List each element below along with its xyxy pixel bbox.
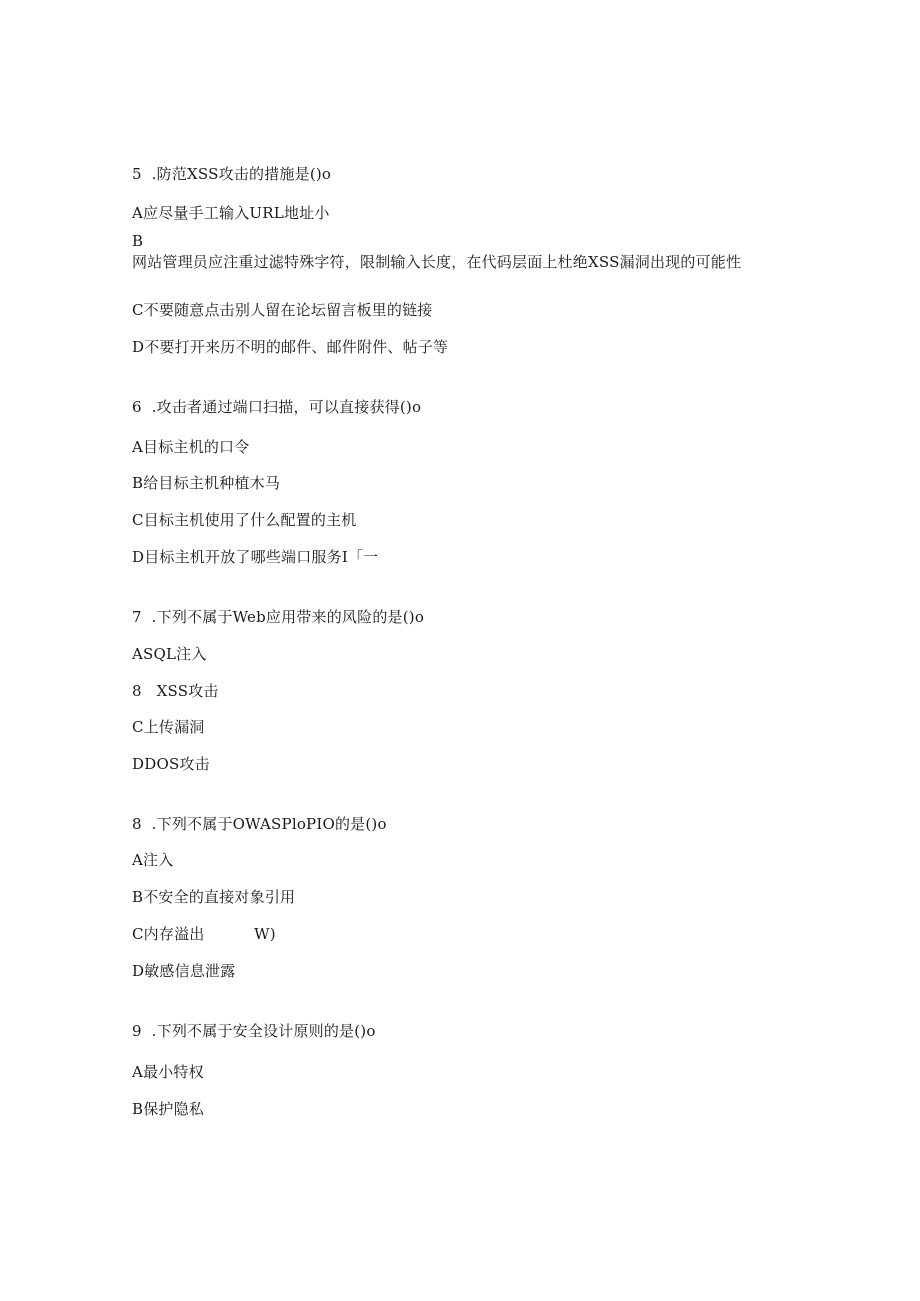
question-6-option-b: B给目标主机种植木马: [132, 474, 281, 492]
question-6-option-c: C目标主机使用了什么配置的主机: [132, 511, 357, 529]
question-6-option-d: D目标主机开放了哪些端口服务I「一: [132, 548, 379, 566]
question-5-option-a: A应尽量手工输入URL地址小: [132, 204, 330, 222]
question-8-option-a: A注入: [132, 851, 174, 869]
question-5-option-c: C不要随意点击别人留在论坛留言板里的链接: [132, 301, 433, 319]
question-9-option-a: A最小特权: [132, 1063, 204, 1081]
question-7-stem: 7 .下列不属于Web应用带来的风险的是()o: [132, 608, 425, 626]
question-5-stem: 5 .防范XSS攻击的措施是()o: [132, 165, 332, 183]
question-8-option-b: B不安全的直接对象引用: [132, 888, 296, 906]
question-6-stem: 6 .攻击者通过端口扫描，可以直接获得()o: [132, 398, 422, 416]
question-7-option-b: 8 XSS攻击: [132, 682, 219, 700]
question-5-option-b-text: 网站管理员应注重过滤特殊字符，限制输入长度，在代码层面上杜绝XSS漏洞出现的可能性: [132, 253, 742, 271]
question-5-option-d: D不要打开来历不明的邮件、邮件附件、帖子等: [132, 338, 449, 356]
question-7-option-d: DDOS攻击: [132, 755, 210, 773]
question-8-option-c: C内存溢出 W): [132, 925, 276, 943]
question-8-option-d: D敏感信息泄露: [132, 962, 236, 980]
question-6-option-a: A目标主机的口令: [132, 438, 250, 456]
question-9-option-b: B保护隐私: [132, 1100, 205, 1118]
question-9-stem: 9 .下列不属于安全设计原则的是()o: [132, 1022, 376, 1040]
question-7-option-a: ASQL注入: [132, 645, 207, 663]
question-8-stem: 8 .下列不属于OWASPloPIO的是()o: [132, 815, 387, 833]
question-5-option-b-label: B: [132, 232, 144, 250]
question-7-option-c: C上传漏洞: [132, 718, 205, 736]
